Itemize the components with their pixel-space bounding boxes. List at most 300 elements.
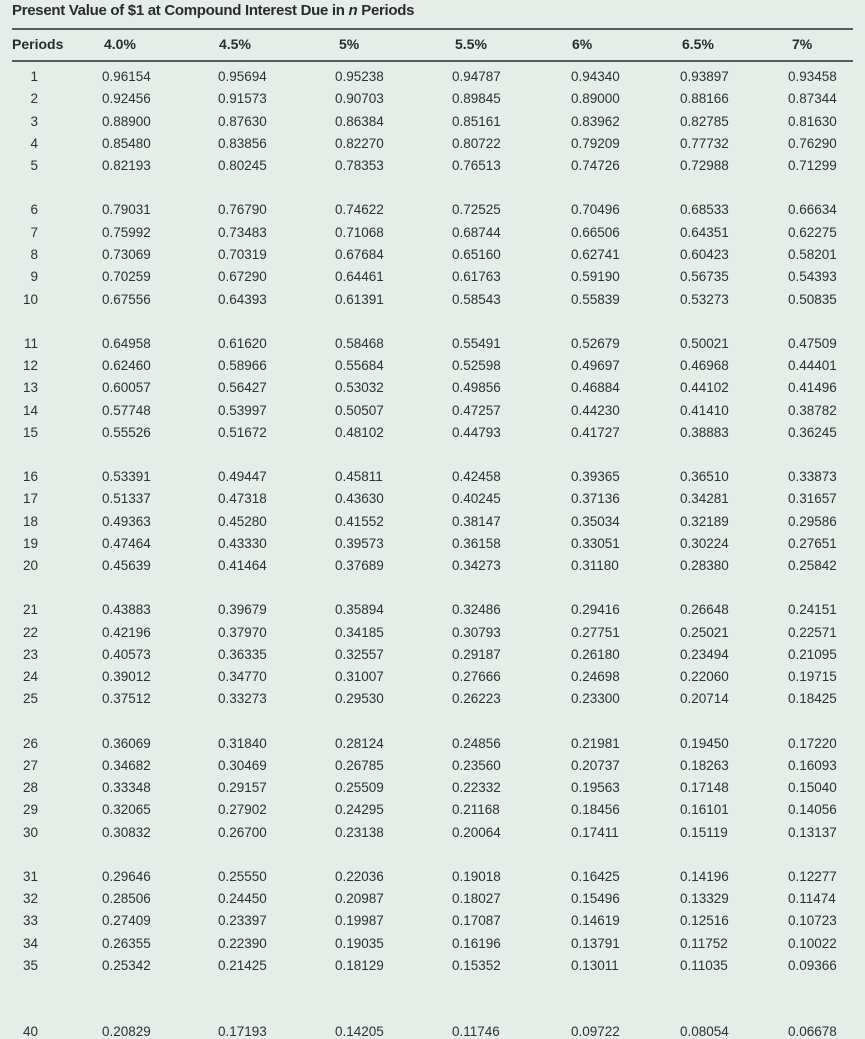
period-cell: 26 xyxy=(22,735,38,751)
value-cell: 0.25021 xyxy=(680,624,729,640)
value-cell: 0.22060 xyxy=(680,669,729,685)
value-cell: 0.58543 xyxy=(452,291,501,307)
value-cell: 0.24151 xyxy=(788,602,837,618)
value-cell: 0.83856 xyxy=(218,135,267,151)
value-cell: 0.53032 xyxy=(335,380,384,396)
value-cell: 0.88900 xyxy=(102,113,151,129)
value-cell: 0.34770 xyxy=(218,669,267,685)
period-cell: 14 xyxy=(22,402,38,418)
value-cell: 0.24295 xyxy=(335,802,384,818)
value-cell: 0.82785 xyxy=(680,113,729,129)
value-cell: 0.44230 xyxy=(571,402,620,418)
value-cell: 0.38147 xyxy=(452,513,501,529)
value-cell: 0.33273 xyxy=(218,691,267,707)
period-cell: 8 xyxy=(30,246,38,262)
value-cell: 0.18425 xyxy=(788,691,837,707)
value-cell: 0.51672 xyxy=(218,424,267,440)
value-cell: 0.06678 xyxy=(788,1024,837,1039)
period-cell: 34 xyxy=(22,935,38,951)
value-cell: 0.19987 xyxy=(335,913,384,929)
column-header: 6.5% xyxy=(682,36,714,52)
value-cell: 0.94787 xyxy=(452,69,501,84)
table-title xyxy=(12,2,414,19)
value-cell: 0.66506 xyxy=(571,224,620,240)
value-cell: 0.20829 xyxy=(102,1024,151,1039)
value-cell: 0.60057 xyxy=(102,380,151,396)
value-cell: 0.17087 xyxy=(452,913,501,929)
value-cell: 0.79031 xyxy=(102,202,151,218)
period-cell: 29 xyxy=(22,802,38,818)
value-cell: 0.29646 xyxy=(102,868,151,884)
value-cell: 0.18263 xyxy=(680,757,729,773)
value-cell: 0.66634 xyxy=(788,202,837,218)
value-cell: 0.80245 xyxy=(218,158,267,174)
value-cell: 0.80722 xyxy=(452,135,501,151)
value-cell: 0.72525 xyxy=(452,202,501,218)
value-cell: 0.10022 xyxy=(788,935,837,951)
value-cell: 0.36245 xyxy=(788,424,837,440)
value-cell: 0.93897 xyxy=(680,69,729,84)
value-cell: 0.13791 xyxy=(571,935,620,951)
value-cell: 0.33051 xyxy=(571,535,620,551)
value-cell: 0.30832 xyxy=(102,824,151,840)
value-cell: 0.37512 xyxy=(102,691,151,707)
value-cell: 0.20064 xyxy=(452,824,501,840)
value-cell: 0.54393 xyxy=(788,269,837,285)
value-cell: 0.30224 xyxy=(680,535,729,551)
value-cell: 0.52598 xyxy=(452,357,501,373)
value-cell: 0.45639 xyxy=(102,558,151,574)
value-cell: 0.86384 xyxy=(335,113,384,129)
value-cell: 0.23300 xyxy=(571,691,620,707)
value-cell: 0.56427 xyxy=(218,380,267,396)
value-cell: 0.42196 xyxy=(102,624,151,640)
value-cell: 0.19563 xyxy=(571,780,620,796)
value-cell: 0.72988 xyxy=(680,158,729,174)
period-cell: 23 xyxy=(22,646,38,662)
period-cell: 6 xyxy=(30,202,38,218)
value-cell: 0.95694 xyxy=(218,69,267,84)
value-cell: 0.14619 xyxy=(571,913,620,929)
value-cell: 0.39573 xyxy=(335,535,384,551)
value-cell: 0.50507 xyxy=(335,402,384,418)
value-cell: 0.71068 xyxy=(335,224,384,240)
value-cell: 0.76790 xyxy=(218,202,267,218)
value-cell: 0.26648 xyxy=(680,602,729,618)
value-cell: 0.68533 xyxy=(680,202,729,218)
value-cell: 0.22390 xyxy=(218,935,267,951)
value-cell: 0.39012 xyxy=(102,669,151,685)
value-cell: 0.59190 xyxy=(571,269,620,285)
value-cell: 0.44102 xyxy=(680,380,729,396)
value-cell: 0.58966 xyxy=(218,357,267,373)
value-cell: 0.47509 xyxy=(788,335,837,351)
period-cell: 11 xyxy=(23,335,38,351)
value-cell: 0.11746 xyxy=(452,1024,500,1039)
value-cell: 0.23138 xyxy=(335,824,384,840)
value-cell: 0.55839 xyxy=(571,291,620,307)
value-cell: 0.15352 xyxy=(452,958,501,973)
value-cell: 0.13329 xyxy=(680,891,729,907)
period-cell: 22 xyxy=(22,624,38,640)
value-cell: 0.20737 xyxy=(571,757,620,773)
value-cell: 0.42458 xyxy=(452,468,501,484)
value-cell: 0.11752 xyxy=(680,935,728,951)
value-cell: 0.62741 xyxy=(571,246,620,262)
value-cell: 0.23494 xyxy=(680,646,729,662)
value-cell: 0.91573 xyxy=(218,91,267,107)
value-cell: 0.62275 xyxy=(788,224,837,240)
value-cell: 0.27902 xyxy=(218,802,267,818)
period-cell: 40 xyxy=(22,1024,38,1039)
value-cell: 0.08054 xyxy=(680,1024,729,1039)
value-cell: 0.51337 xyxy=(102,491,151,507)
value-cell: 0.14205 xyxy=(335,1024,384,1039)
value-cell: 0.87630 xyxy=(218,113,267,129)
value-cell: 0.14056 xyxy=(788,802,837,818)
period-cell: 24 xyxy=(22,669,38,685)
period-cell: 5 xyxy=(30,158,38,174)
period-cell: 1 xyxy=(30,69,38,84)
value-cell: 0.34281 xyxy=(680,491,729,507)
value-cell: 0.41552 xyxy=(335,513,384,529)
value-cell: 0.61763 xyxy=(452,269,501,285)
value-cell: 0.78353 xyxy=(335,158,384,174)
value-cell: 0.23397 xyxy=(218,913,267,929)
value-cell: 0.55526 xyxy=(102,424,151,440)
value-cell: 0.20714 xyxy=(680,691,729,707)
value-cell: 0.44793 xyxy=(452,424,501,440)
value-cell: 0.92456 xyxy=(102,91,151,107)
value-cell: 0.75992 xyxy=(102,224,151,240)
header-bottom-rule xyxy=(12,60,853,62)
value-cell: 0.70259 xyxy=(102,269,151,285)
value-cell: 0.35894 xyxy=(335,602,384,618)
value-cell: 0.74726 xyxy=(571,158,620,174)
value-cell: 0.27409 xyxy=(102,913,151,929)
value-cell: 0.64461 xyxy=(335,269,384,285)
value-cell: 0.19035 xyxy=(335,935,384,951)
value-cell: 0.15040 xyxy=(788,780,837,796)
period-cell: 33 xyxy=(22,913,38,929)
value-cell: 0.21095 xyxy=(788,646,837,662)
value-cell: 0.22036 xyxy=(335,868,384,884)
period-cell: 16 xyxy=(22,468,38,484)
value-cell: 0.61391 xyxy=(335,291,384,307)
value-cell: 0.47464 xyxy=(102,535,151,551)
period-cell: 15 xyxy=(22,424,38,440)
value-cell: 0.12277 xyxy=(788,868,837,884)
column-header: 4.5% xyxy=(219,36,251,52)
value-cell: 0.44401 xyxy=(788,357,837,373)
value-cell: 0.57748 xyxy=(102,402,151,418)
value-cell: 0.34273 xyxy=(452,558,501,574)
value-cell: 0.77732 xyxy=(680,135,729,151)
value-cell: 0.24698 xyxy=(571,669,620,685)
period-cell: 7 xyxy=(30,224,38,240)
value-cell: 0.70496 xyxy=(571,202,620,218)
value-cell: 0.23560 xyxy=(452,757,501,773)
period-cell: 12 xyxy=(22,357,38,373)
value-cell: 0.71299 xyxy=(788,158,837,174)
value-cell: 0.41727 xyxy=(571,424,620,440)
period-cell: 21 xyxy=(22,602,38,618)
value-cell: 0.64351 xyxy=(680,224,729,240)
value-cell: 0.13137 xyxy=(788,824,837,840)
value-cell: 0.09366 xyxy=(788,958,837,973)
period-cell: 13 xyxy=(22,380,38,396)
value-cell: 0.60423 xyxy=(680,246,729,262)
period-cell: 4 xyxy=(30,135,38,151)
value-cell: 0.39365 xyxy=(571,468,620,484)
value-cell: 0.96154 xyxy=(102,69,151,84)
value-cell: 0.74622 xyxy=(335,202,384,218)
value-cell: 0.87344 xyxy=(788,91,837,107)
value-cell: 0.20987 xyxy=(335,891,384,907)
value-cell: 0.93458 xyxy=(788,69,837,84)
value-cell: 0.58201 xyxy=(788,246,837,262)
value-cell: 0.46968 xyxy=(680,357,729,373)
period-cell: 30 xyxy=(22,824,38,840)
value-cell: 0.89845 xyxy=(452,91,501,107)
period-cell: 10 xyxy=(22,291,38,307)
value-cell: 0.43630 xyxy=(335,491,384,507)
value-cell: 0.64393 xyxy=(218,291,267,307)
value-cell: 0.28124 xyxy=(335,735,384,751)
value-cell: 0.18129 xyxy=(335,958,384,973)
value-cell: 0.38782 xyxy=(788,402,837,418)
period-cell: 20 xyxy=(22,558,38,574)
period-cell: 3 xyxy=(30,113,38,129)
value-cell: 0.25342 xyxy=(102,958,151,973)
value-cell: 0.94340 xyxy=(571,69,620,84)
value-cell: 0.12516 xyxy=(680,913,729,929)
value-cell: 0.55684 xyxy=(335,357,384,373)
value-cell: 0.21981 xyxy=(571,735,620,751)
value-cell: 0.26355 xyxy=(102,935,151,951)
value-cell: 0.15496 xyxy=(571,891,620,907)
value-cell: 0.53391 xyxy=(102,468,151,484)
value-cell: 0.38883 xyxy=(680,424,729,440)
value-cell: 0.37689 xyxy=(335,558,384,574)
period-cell: 31 xyxy=(22,868,38,884)
value-cell: 0.19450 xyxy=(680,735,729,751)
value-cell: 0.26785 xyxy=(335,757,384,773)
value-cell: 0.45280 xyxy=(218,513,267,529)
title-italic-n: n xyxy=(348,2,358,19)
value-cell: 0.73483 xyxy=(218,224,267,240)
value-cell: 0.40245 xyxy=(452,491,501,507)
value-cell: 0.11035 xyxy=(680,958,728,973)
value-cell: 0.90703 xyxy=(335,91,384,107)
value-cell: 0.30793 xyxy=(452,624,501,640)
title-suffix: Periods xyxy=(357,2,415,19)
title-prefix: Present Value of $1 at Compound Interest Due in xyxy=(12,2,349,19)
value-cell: 0.50021 xyxy=(680,335,729,351)
value-cell: 0.37136 xyxy=(571,491,620,507)
value-cell: 0.39679 xyxy=(218,602,267,618)
value-cell: 0.33348 xyxy=(102,780,151,796)
value-cell: 0.40573 xyxy=(102,646,151,662)
value-cell: 0.34185 xyxy=(335,624,384,640)
value-cell: 0.48102 xyxy=(335,424,384,440)
value-cell: 0.35034 xyxy=(571,513,620,529)
value-cell: 0.33873 xyxy=(788,468,837,484)
value-cell: 0.34682 xyxy=(102,757,151,773)
period-cell: 25 xyxy=(22,691,38,707)
value-cell: 0.41464 xyxy=(218,558,267,574)
value-cell: 0.67684 xyxy=(335,246,384,262)
column-header: 5.5% xyxy=(455,36,487,52)
value-cell: 0.25842 xyxy=(788,558,837,574)
value-cell: 0.67556 xyxy=(102,291,151,307)
value-cell: 0.28380 xyxy=(680,558,729,574)
value-cell: 0.16196 xyxy=(452,935,501,951)
value-cell: 0.81630 xyxy=(788,113,837,129)
value-cell: 0.85161 xyxy=(452,113,501,129)
value-cell: 0.31007 xyxy=(335,669,384,685)
value-cell: 0.25509 xyxy=(335,780,384,796)
value-cell: 0.36069 xyxy=(102,735,151,751)
period-cell: 9 xyxy=(30,269,38,285)
value-cell: 0.43883 xyxy=(102,602,151,618)
value-cell: 0.11474 xyxy=(788,891,836,907)
value-cell: 0.89000 xyxy=(571,91,620,107)
value-cell: 0.17193 xyxy=(218,1024,267,1039)
value-cell: 0.29530 xyxy=(335,691,384,707)
value-cell: 0.52679 xyxy=(571,335,620,351)
value-cell: 0.37970 xyxy=(218,624,267,640)
value-cell: 0.16093 xyxy=(788,757,837,773)
period-cell: 17 xyxy=(22,491,38,507)
value-cell: 0.79209 xyxy=(571,135,620,151)
value-cell: 0.88166 xyxy=(680,91,729,107)
value-cell: 0.58468 xyxy=(335,335,384,351)
value-cell: 0.41410 xyxy=(680,402,729,418)
column-header: 6% xyxy=(572,36,593,52)
value-cell: 0.21168 xyxy=(452,802,500,818)
value-cell: 0.19018 xyxy=(452,868,501,884)
period-cell: 35 xyxy=(22,958,38,973)
value-cell: 0.49363 xyxy=(102,513,151,529)
value-cell: 0.31180 xyxy=(571,558,619,574)
value-cell: 0.26180 xyxy=(571,646,620,662)
value-cell: 0.36335 xyxy=(218,646,267,662)
value-cell: 0.43330 xyxy=(218,535,267,551)
value-cell: 0.82193 xyxy=(102,158,151,174)
value-cell: 0.47257 xyxy=(452,402,501,418)
value-cell: 0.27666 xyxy=(452,669,501,685)
value-cell: 0.31840 xyxy=(218,735,267,751)
value-cell: 0.49697 xyxy=(571,357,620,373)
column-header: Periods xyxy=(12,36,64,52)
value-cell: 0.65160 xyxy=(452,246,501,262)
period-cell: 19 xyxy=(22,535,38,551)
value-cell: 0.17148 xyxy=(680,780,729,796)
value-cell: 0.76290 xyxy=(788,135,837,151)
value-cell: 0.29416 xyxy=(571,602,620,618)
value-cell: 0.55491 xyxy=(452,335,501,351)
value-cell: 0.17220 xyxy=(788,735,837,751)
value-cell: 0.56735 xyxy=(680,269,729,285)
column-header: 4.0% xyxy=(104,36,136,52)
value-cell: 0.28506 xyxy=(102,891,151,907)
value-cell: 0.29586 xyxy=(788,513,837,529)
value-cell: 0.41496 xyxy=(788,380,837,396)
value-cell: 0.10723 xyxy=(788,913,837,929)
value-cell: 0.32486 xyxy=(452,602,501,618)
value-cell: 0.25550 xyxy=(218,868,267,884)
value-cell: 0.64958 xyxy=(102,335,151,351)
value-cell: 0.73069 xyxy=(102,246,151,262)
value-cell: 0.47318 xyxy=(218,491,267,507)
value-cell: 0.83962 xyxy=(571,113,620,129)
period-cell: 28 xyxy=(22,780,38,796)
value-cell: 0.22332 xyxy=(452,780,501,796)
value-cell: 0.62460 xyxy=(102,357,151,373)
value-cell: 0.22571 xyxy=(788,624,837,640)
column-header: 7% xyxy=(792,36,813,52)
value-cell: 0.32557 xyxy=(335,646,384,662)
value-cell: 0.16425 xyxy=(571,868,620,884)
value-cell: 0.53273 xyxy=(680,291,729,307)
value-cell: 0.27751 xyxy=(571,624,620,640)
value-cell: 0.26223 xyxy=(452,691,501,707)
value-cell: 0.36510 xyxy=(680,468,729,484)
period-cell: 27 xyxy=(22,757,38,773)
value-cell: 0.49856 xyxy=(452,380,501,396)
value-cell: 0.46884 xyxy=(571,380,620,396)
value-cell: 0.68744 xyxy=(452,224,501,240)
value-cell: 0.30469 xyxy=(218,757,267,773)
value-cell: 0.50835 xyxy=(788,291,837,307)
value-cell: 0.21425 xyxy=(218,958,267,973)
value-cell: 0.61620 xyxy=(218,335,267,351)
value-cell: 0.45811 xyxy=(335,468,383,484)
value-cell: 0.70319 xyxy=(218,246,267,262)
header-top-rule xyxy=(12,28,853,30)
column-header: 5% xyxy=(339,36,360,52)
value-cell: 0.13011 xyxy=(571,958,619,973)
value-cell: 0.09722 xyxy=(571,1024,620,1039)
value-cell: 0.31657 xyxy=(788,491,837,507)
value-cell: 0.17411 xyxy=(571,824,619,840)
value-cell: 0.82270 xyxy=(335,135,384,151)
value-cell: 0.36158 xyxy=(452,535,501,551)
value-cell: 0.49447 xyxy=(218,468,267,484)
value-cell: 0.29157 xyxy=(218,780,267,796)
value-cell: 0.19715 xyxy=(788,669,837,685)
value-cell: 0.16101 xyxy=(680,802,729,818)
value-cell: 0.76513 xyxy=(452,158,501,174)
value-cell: 0.18027 xyxy=(452,891,501,907)
value-cell: 0.53997 xyxy=(218,402,267,418)
value-cell: 0.32065 xyxy=(102,802,151,818)
value-cell: 0.67290 xyxy=(218,269,267,285)
value-cell: 0.14196 xyxy=(680,868,729,884)
value-cell: 0.26700 xyxy=(218,824,267,840)
period-cell: 2 xyxy=(30,91,38,107)
value-cell: 0.24856 xyxy=(452,735,501,751)
value-cell: 0.29187 xyxy=(452,646,501,662)
value-cell: 0.32189 xyxy=(680,513,729,529)
value-cell: 0.24450 xyxy=(218,891,267,907)
value-cell: 0.15119 xyxy=(680,824,728,840)
period-cell: 32 xyxy=(22,891,38,907)
value-cell: 0.95238 xyxy=(335,69,384,84)
value-cell: 0.85480 xyxy=(102,135,151,151)
value-cell: 0.27651 xyxy=(788,535,837,551)
